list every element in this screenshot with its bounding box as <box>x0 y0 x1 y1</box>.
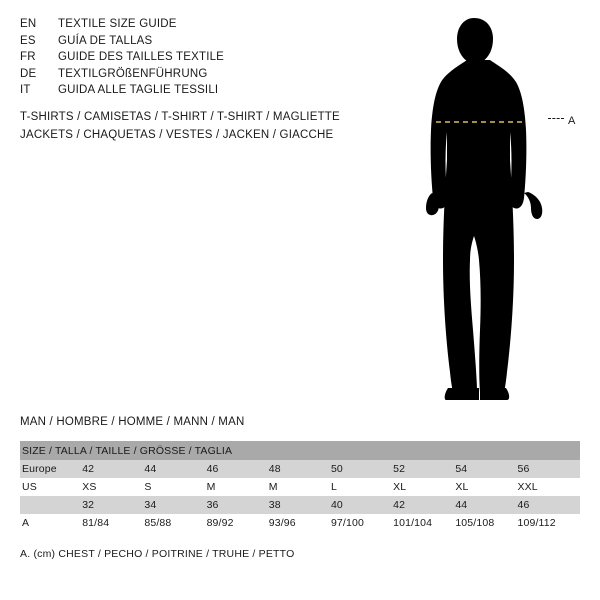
cell-value: 56 <box>518 460 581 478</box>
cell-value: 109/112 <box>518 514 581 532</box>
cell-value: 38 <box>269 496 331 514</box>
language-text: GUIDA ALLE TAGLIE TESSILI <box>58 84 219 97</box>
cell-value: 42 <box>393 496 455 514</box>
male-body-silhouette-icon <box>400 10 600 405</box>
cell-value: 52 <box>393 460 455 478</box>
cell-value: M <box>207 478 269 496</box>
cell-value: XL <box>393 478 455 496</box>
language-text: GUIDE DES TAILLES TEXTILE <box>58 51 225 64</box>
table-header-row <box>20 441 580 460</box>
language-code: FR <box>20 51 36 64</box>
category-block <box>20 109 440 144</box>
cell-value: 34 <box>144 496 206 514</box>
cell-value: 46 <box>518 496 581 514</box>
language-row <box>20 16 400 33</box>
cell-value: 40 <box>331 496 393 514</box>
language-code: ES <box>20 34 36 47</box>
cell-value: 97/100 <box>331 514 393 532</box>
cell-value: 54 <box>455 460 517 478</box>
table-row <box>20 496 580 514</box>
cell-value: 50 <box>331 460 393 478</box>
male-figure-illustration <box>400 10 600 405</box>
row-label: A <box>20 514 82 532</box>
language-text: TEXTILGRÖßENFÜHRUNG <box>58 67 208 80</box>
cell-value: 105/108 <box>455 514 517 532</box>
cell-value: L <box>331 478 393 496</box>
size-table <box>20 441 580 532</box>
cell-value: 36 <box>207 496 269 514</box>
language-text: GUÍA DE TALLAS <box>58 34 153 47</box>
row-label: Europe <box>20 460 82 478</box>
language-row <box>20 33 400 50</box>
cell-value: 89/92 <box>207 514 269 532</box>
language-code: DE <box>20 67 37 80</box>
language-text: TEXTILE SIZE GUIDE <box>58 18 177 30</box>
cell-value: XL <box>455 478 517 496</box>
cell-value: XS <box>82 478 144 496</box>
measure-point-label-a: A <box>568 115 576 127</box>
cell-value: 46 <box>207 460 269 478</box>
cell-value: 44 <box>144 460 206 478</box>
language-code: EN <box>20 18 37 30</box>
cell-value: 93/96 <box>269 514 331 532</box>
cell-value: 42 <box>82 460 144 478</box>
cell-value: 101/104 <box>393 514 455 532</box>
cell-value: 48 <box>269 460 331 478</box>
row-label <box>20 496 82 514</box>
table-header-label: SIZE / TALLA / TAILLE / GRÖSSE / TAGLIA <box>20 441 580 460</box>
category-line-tshirts: T-SHIRTS / CAMISETAS / T-SHIRT / T-SHIRT / MAGLIETTE <box>20 111 340 123</box>
cell-value: 81/84 <box>82 514 144 532</box>
footnote-chest-measure: A. (cm) CHEST / PECHO / POITRINE / TRUHE / PETTO <box>20 548 295 560</box>
cell-value: 44 <box>455 496 517 514</box>
table-row <box>20 478 580 496</box>
table-row <box>20 514 580 532</box>
language-row <box>20 49 400 66</box>
cell-value: XXL <box>518 478 581 496</box>
table-title-man: MAN / HOMBRE / HOMME / MANN / MAN <box>20 416 245 428</box>
category-line-jackets: JACKETS / CHAQUETAS / VESTES / JACKEN / GIACCHE <box>20 128 334 141</box>
language-row <box>20 66 400 83</box>
cell-value: S <box>144 478 206 496</box>
row-label: US <box>20 478 82 496</box>
cell-value: 32 <box>82 496 144 514</box>
language-header-block <box>20 16 400 99</box>
cell-value: 85/88 <box>144 514 206 532</box>
measure-leader-line <box>548 118 564 120</box>
language-row <box>20 82 400 99</box>
language-code: IT <box>20 84 31 97</box>
cell-value: M <box>269 478 331 496</box>
table-row <box>20 460 580 478</box>
